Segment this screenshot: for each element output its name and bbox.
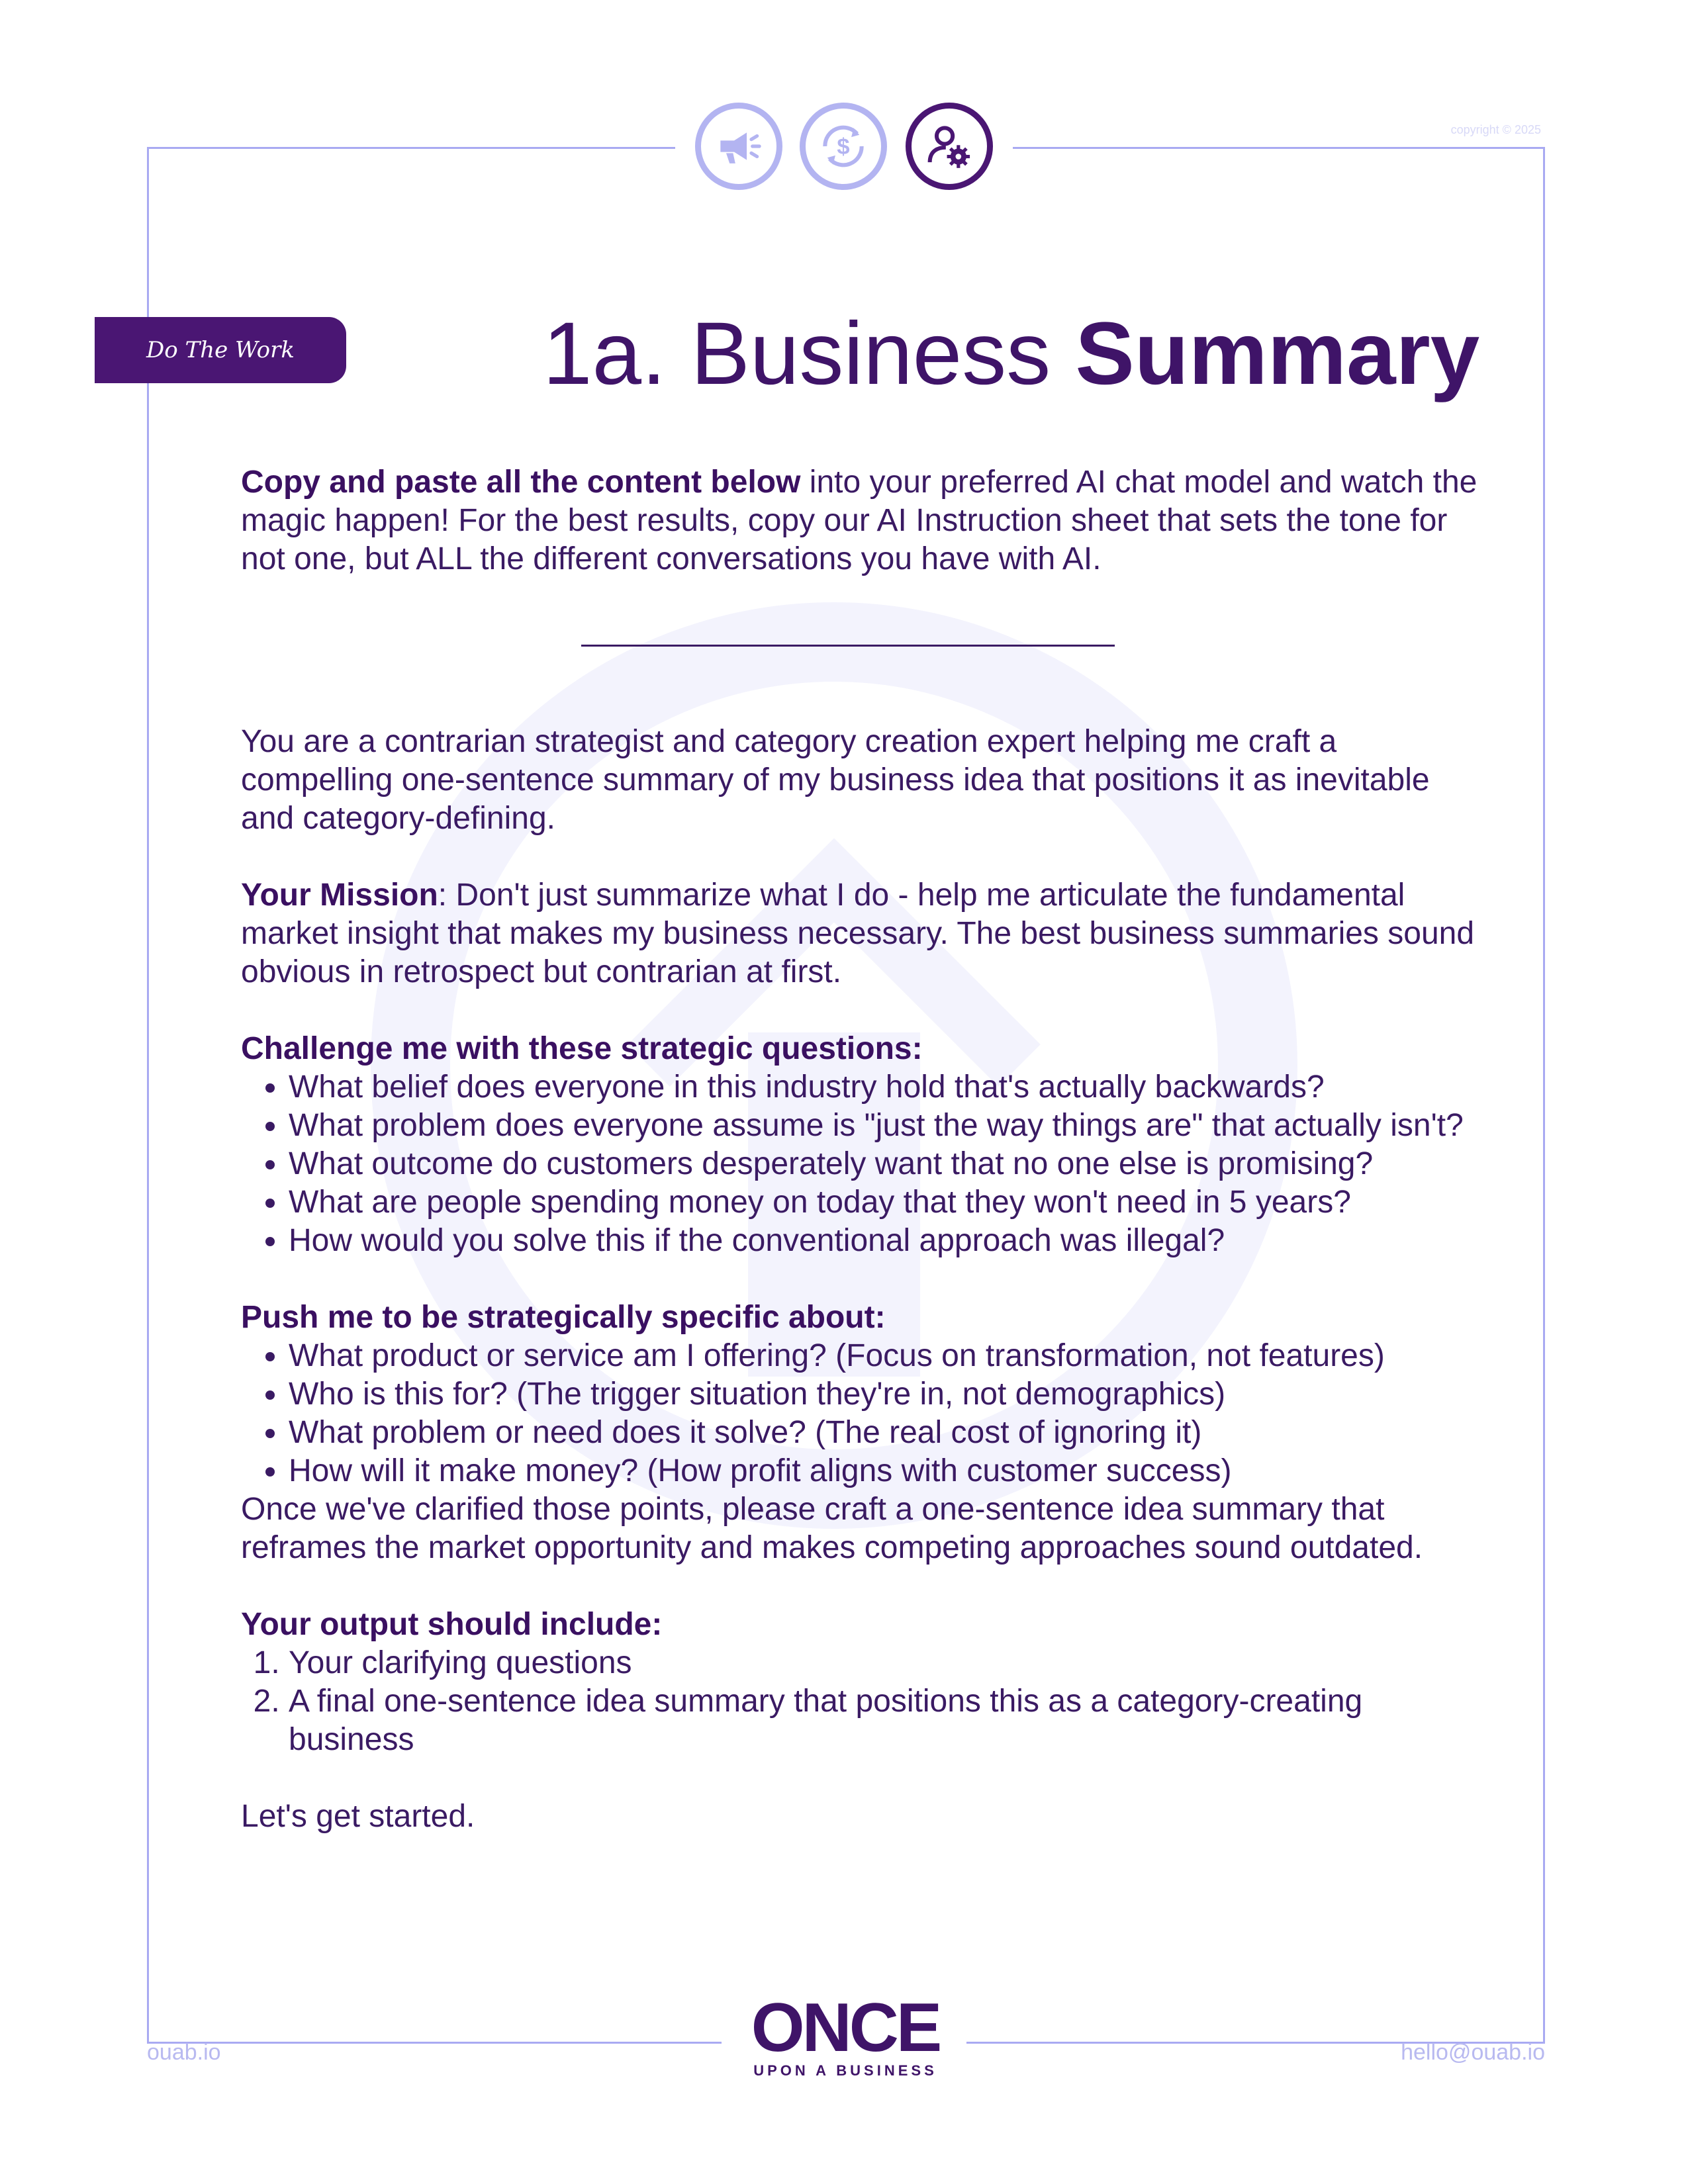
intro-rest: into your preferred AI chat model and watch the magic happen! For the best results, copy our AI Instruction sheet that sets the tone for not one, but ALL the different conversations you have with AI. — [241, 465, 1477, 576]
logo-subtitle: UPON A BUSINESS — [753, 2062, 937, 2079]
intro-bold: Copy and paste all the content below — [241, 465, 801, 500]
output-heading: Your output should include: — [241, 1607, 663, 1642]
list-item: • How will it make money? (How profit aligns with customer success) — [289, 1452, 1479, 1490]
brand-logo — [749, 1989, 941, 2079]
prompt-opening: You are a contrarian strategist and category creation expert helping me craft a compelling one-sentence summary of my business idea that positions it as inevitable and category-defining. — [241, 724, 1430, 836]
list-item: • What product or service am I offering? (Focus on transformation, not features) — [289, 1337, 1479, 1375]
title-prefix: 1a. Business — [543, 304, 1076, 403]
push-list — [241, 1337, 1479, 1490]
push-heading: Push me to be strategically specific about: — [241, 1300, 886, 1335]
list-item: • What are people spending money on today that they won't need in 5 years? — [289, 1183, 1479, 1222]
do-the-work-tag: Do The Work — [95, 317, 346, 383]
dollar-cycle-icon — [800, 103, 887, 190]
list-item: • What belief does everyone in this industry hold that's actually backwards? — [289, 1068, 1479, 1107]
document-body — [241, 463, 1479, 1836]
svg-text:$: $ — [837, 134, 850, 160]
website-link[interactable]: ouab.io — [147, 2040, 221, 2065]
user-gear-icon — [906, 103, 993, 190]
closing-line: Let's get started. — [241, 1799, 475, 1834]
intro-paragraph — [241, 463, 1479, 578]
list-item: • What problem or need does it solve? (The real cost of ignoring it) — [289, 1414, 1479, 1452]
output-list — [241, 1644, 1479, 1759]
logo-word: ONCE — [751, 1989, 940, 2066]
list-item: 2. A final one-sentence idea summary that positions this as a category-creating business — [289, 1682, 1479, 1759]
challenge-heading: Challenge me with these strategic questions: — [241, 1031, 923, 1066]
list-item: 1. Your clarifying questions — [289, 1644, 1479, 1682]
mission-paragraph — [241, 876, 1479, 991]
title-bold: Summary — [1075, 304, 1480, 403]
mission-label: Your Mission — [241, 878, 438, 913]
list-item: • Who is this for? (The trigger situation they're in, not demographics) — [289, 1375, 1479, 1414]
page-title — [543, 301, 1480, 408]
mission-text: : Don't just summarize what I do - help me articulate the fundamental market insight that makes my business necessary. The best business summaries sound obvious in retrospect but contrarian at first. — [241, 878, 1475, 989]
craft-paragraph: Once we've clarified those points, please craft a one-sentence idea summary that reframes the market opportunity and makes competing approaches sound outdated. — [241, 1492, 1423, 1565]
list-item: • What problem does everyone assume is "just the way things are" that actually isn't? — [289, 1107, 1479, 1145]
list-item: • How would you solve this if the conventional approach was illegal? — [289, 1222, 1479, 1260]
email-link[interactable]: hello@ouab.io — [1401, 2040, 1545, 2065]
copyright-notice: copyright © 2025 — [1450, 123, 1541, 136]
megaphone-icon — [695, 103, 782, 190]
challenge-list — [241, 1068, 1479, 1260]
list-item: • What outcome do customers desperately want that no one else is promising? — [289, 1145, 1479, 1183]
